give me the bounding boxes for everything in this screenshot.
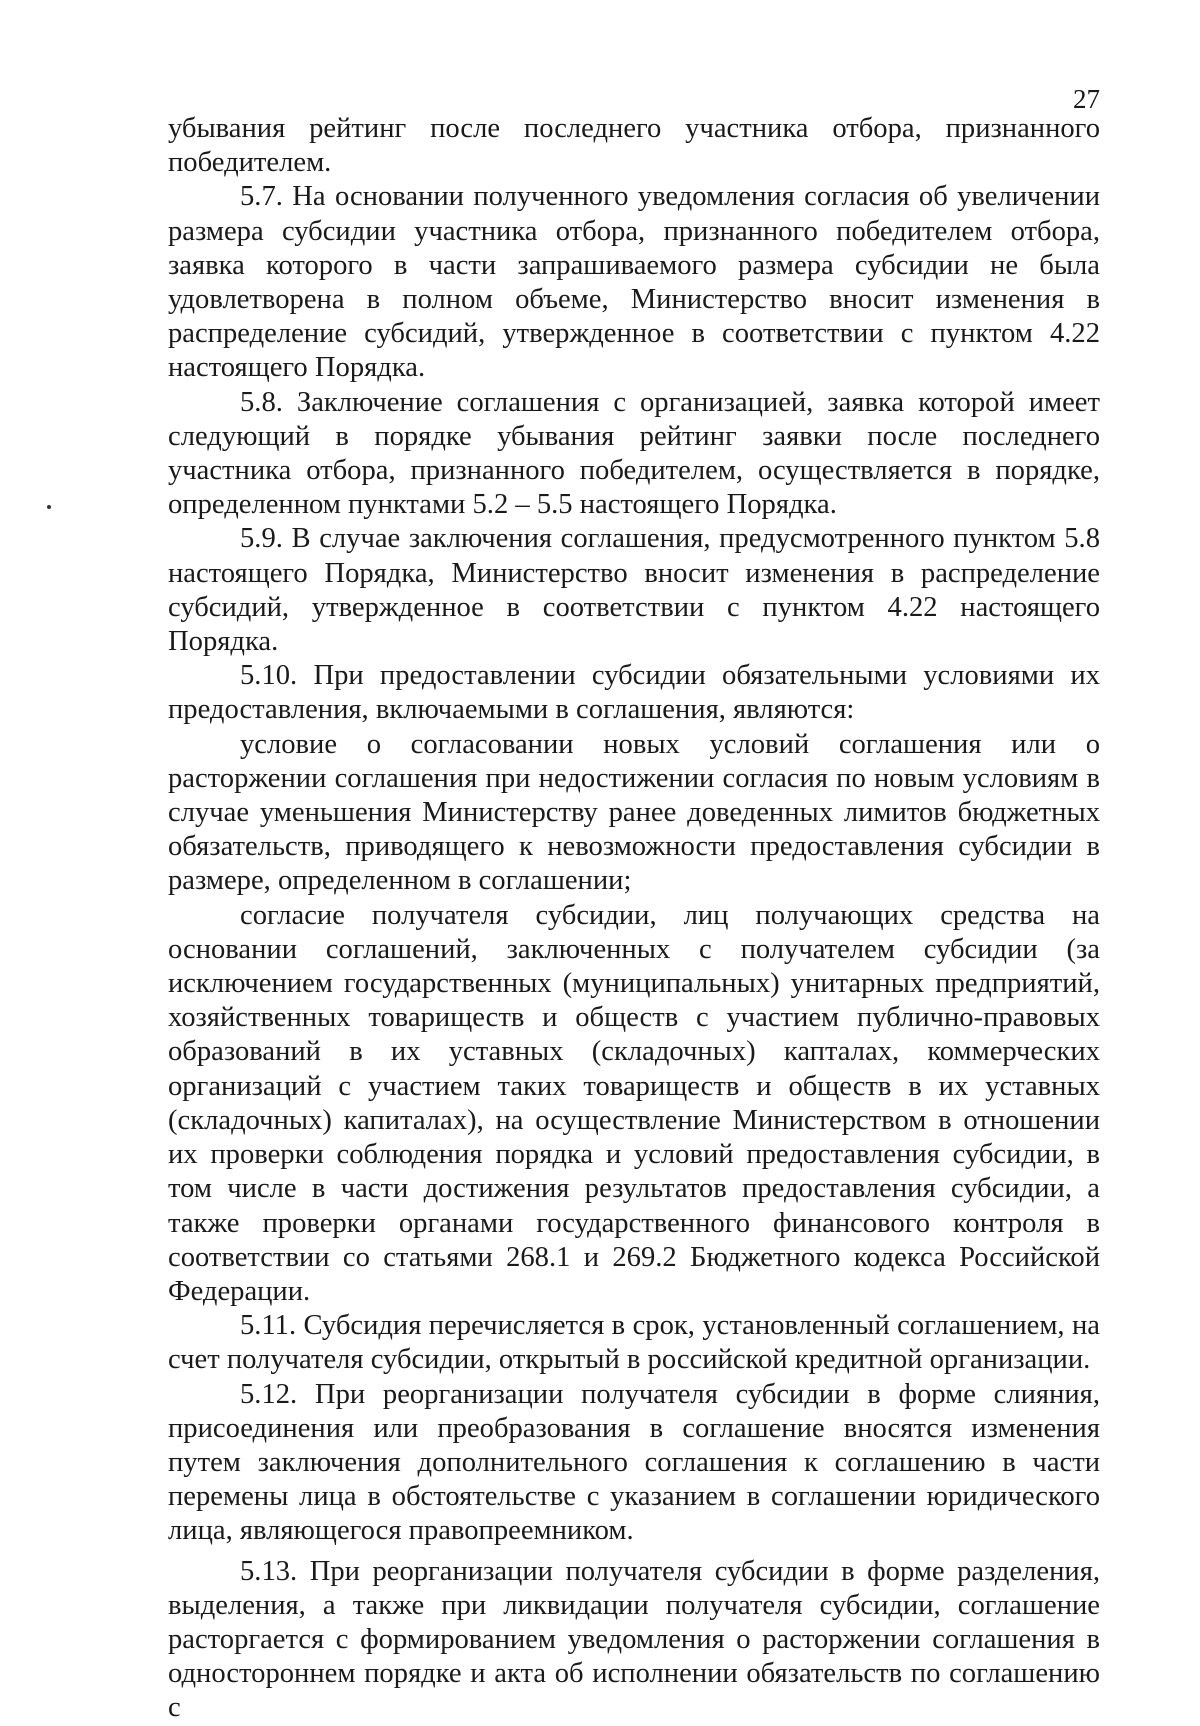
paragraph-5-12: 5.12. При реорганизации получателя субсидии в форме слияния, присоединения или преобразования в соглашение вносятся изменения путем заключения дополнительного соглашения к соглашению в части перемены лица в обстоятельстве с указанием в соглашении юридического лица, являющегося правопреемником. [168, 1378, 1100, 1547]
paragraph-5-7: 5.7. На основании полученного уведомления согласия об увеличении размера субсидии участника отбора, признанного победителем отбора, заявка которого в части запрашиваемого размера субсидии не была удовлетворена в полном объеме, Министерство вносит изменения в распределение субсидий, утвержденное в соответствии с пунктом 4.22 настоящего Порядка. [168, 181, 1100, 384]
paragraph-condition-agreement: условие о согласовании новых условий соглашения или о расторжении соглашения при недостижении согласия по новым условиям в случае уменьшения Министерству ранее доведенных лимитов бюджетных обязательств, приводящего к невозможности предоставления субсидии в размере, определенном в соглашении; [168, 728, 1100, 897]
paragraph-5-10: 5.10. При предоставлении субсидии обязательными условиями их предоставления, включаемыми в соглашения, являются: [168, 660, 1100, 726]
paragraph-5-11: 5.11. Субсидия перечисляется в срок, установленный соглашением, на счет получателя субсидии, открытый в российской кредитной организации. [168, 1310, 1100, 1376]
paragraph-5-9: 5.9. В случае заключения соглашения, предусмотренного пунктом 5.8 настоящего Порядка, Министерство вносит изменения в распределение субсидий, утвержденное в соответствии с пунктом 4.22 настоящего Порядка. [168, 523, 1100, 658]
margin-dot-mark [47, 505, 51, 509]
paragraph-continuation: убывания рейтинг после последнего участника отбора, признанного победителем. [168, 113, 1100, 179]
paragraph-condition-consent: согласие получателя субсидии, лиц получающих средства на основании соглашений, заключенных с получателем субсидии (за исключением государственных (муниципальных) унитарных предприятий, хозяйственных товариществ и обществ с участием публично-правовых образований в их уставных (складочных) капталах, коммерческих организаций с участием таких товариществ и обществ в их уставных (складочных) капиталах), на осуществление Министерством в отношении их проверки соблюдения порядка и условий предоставления субсидии, в том числе в части достижения результатов предоставления субсидии, а также проверки органами государственного финансового контроля в соответствии со статьями 268.1 и 269.2 Бюджетного кодекса Российской Федерации. [168, 899, 1100, 1307]
document-body [168, 112, 1100, 1726]
paragraph-5-8: 5.8. Заключение соглашения с организацией, заявка которой имеет следующий в порядке убывания рейтинг заявки после последнего участника отбора, признанного победителем, осуществляется в порядке, определенном пунктами 5.2 – 5.5 настоящего Порядка. [168, 386, 1100, 521]
page-number: 27 [1073, 84, 1100, 114]
paragraph-5-13: 5.13. При реорганизации получателя субсидии в форме разделения, выделения, а также при ликвидации получателя субсидии, соглашение расторгается с формированием уведомления о расторжении соглашения в одностороннем порядке и акта об исполнении обязательств по соглашению с [168, 1555, 1100, 1724]
